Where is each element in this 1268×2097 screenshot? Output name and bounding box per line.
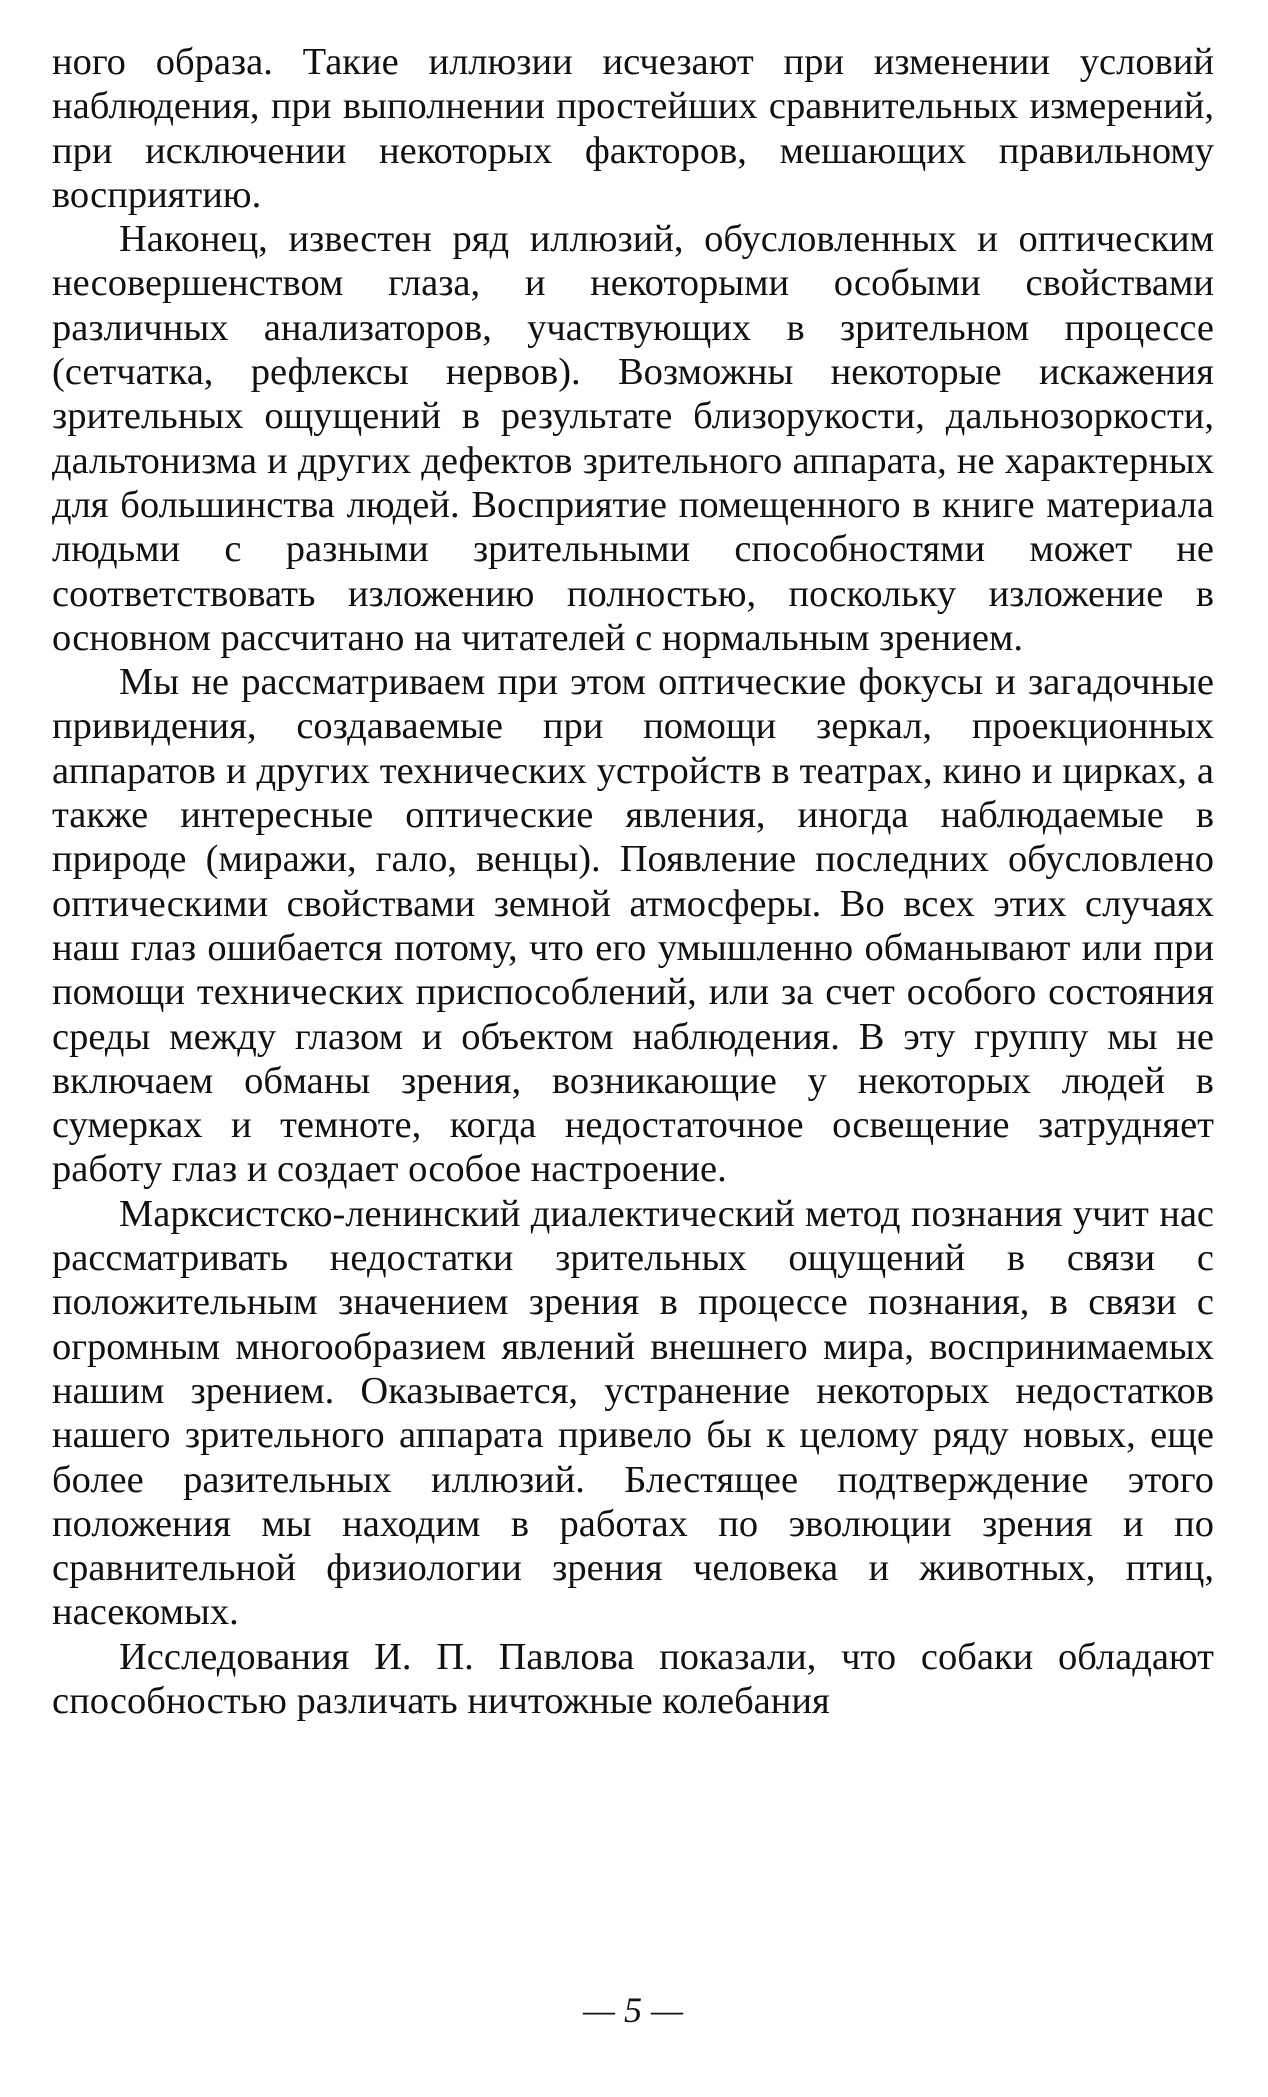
paragraph-optical-imperfections: Наконец, известен ряд иллюзий, обусловленных и оптическим несовершенством глаза, и некоторыми особыми свойствами различных анализаторов, участвующих в зрительном процессе (сетчатка, рефлексы нервов). Возможны некоторые искажения зрительных ощущений в результате близорукости, дальнозоркости, дальтонизма и других дефектов зрительного аппарата, не характерных для большинства людей. Восприятие помещенного в книге материала людьми с разными зрительными способностями может не соответствовать изложению полностью, поскольку изложение в основном рассчитано на читателей с нормальным зрением. xyxy=(52,218,1214,659)
paragraph-optical-tricks: Мы не рассматриваем при этом оптические фокусы и загадочные привидения, создаваемые при помощи зеркал, проекционных аппаратов и других технических устройств в театрах, кино и цирках, а также интересные оптические явления, иногда наблюдаемые в природе (миражи, гало, венцы). Появление последних обусловлено оптическими свойствами земной атмосферы. Во всех этих случаях наш глаз ошибается потому, что его умышленно обманывают или при помощи технических приспособлений, или за счет особого состояния среды между глазом и объектом наблюдения. В эту группу мы не включаем обманы зрения, возникающие у некоторых людей в сумерках и темноте, когда недостаточное освещение затрудняет работу глаз и создает особое настроение. xyxy=(52,661,1214,1191)
page-number: — 5 — xyxy=(582,1990,684,2030)
paragraph-continuation: ного образа. Такие иллюзии исчезают при изменении условий наблюдения, при выполнении простейших сравнительных измерений, при исключении некоторых факторов, мешающих правильному восприятию. xyxy=(52,41,1214,216)
paragraph-pavlov-research: Исследования И. П. Павлова показали, что собаки обладают способностью различать ничтожные колебания xyxy=(52,1635,1214,1722)
book-page xyxy=(52,40,1214,2060)
paragraph-dialectical-method: Марксистско-ленинский диалектический метод познания учит нас рассматривать недостатки зрительных ощущений в связи с положительным значением зрения в процессе познания, в связи с огромным многообразием явлений внешнего мира, воспринимаемых нашим зрением. Оказывается, устранение некоторых недостатков нашего зрительного аппарата привело бы к целому ряду новых, еще более разительных иллюзий. Блестящее подтверждение этого положения мы находим в работах по эволюции зрения и по сравнительной физиологии зрения человека и животных, птиц, насекомых. xyxy=(52,1192,1214,1634)
